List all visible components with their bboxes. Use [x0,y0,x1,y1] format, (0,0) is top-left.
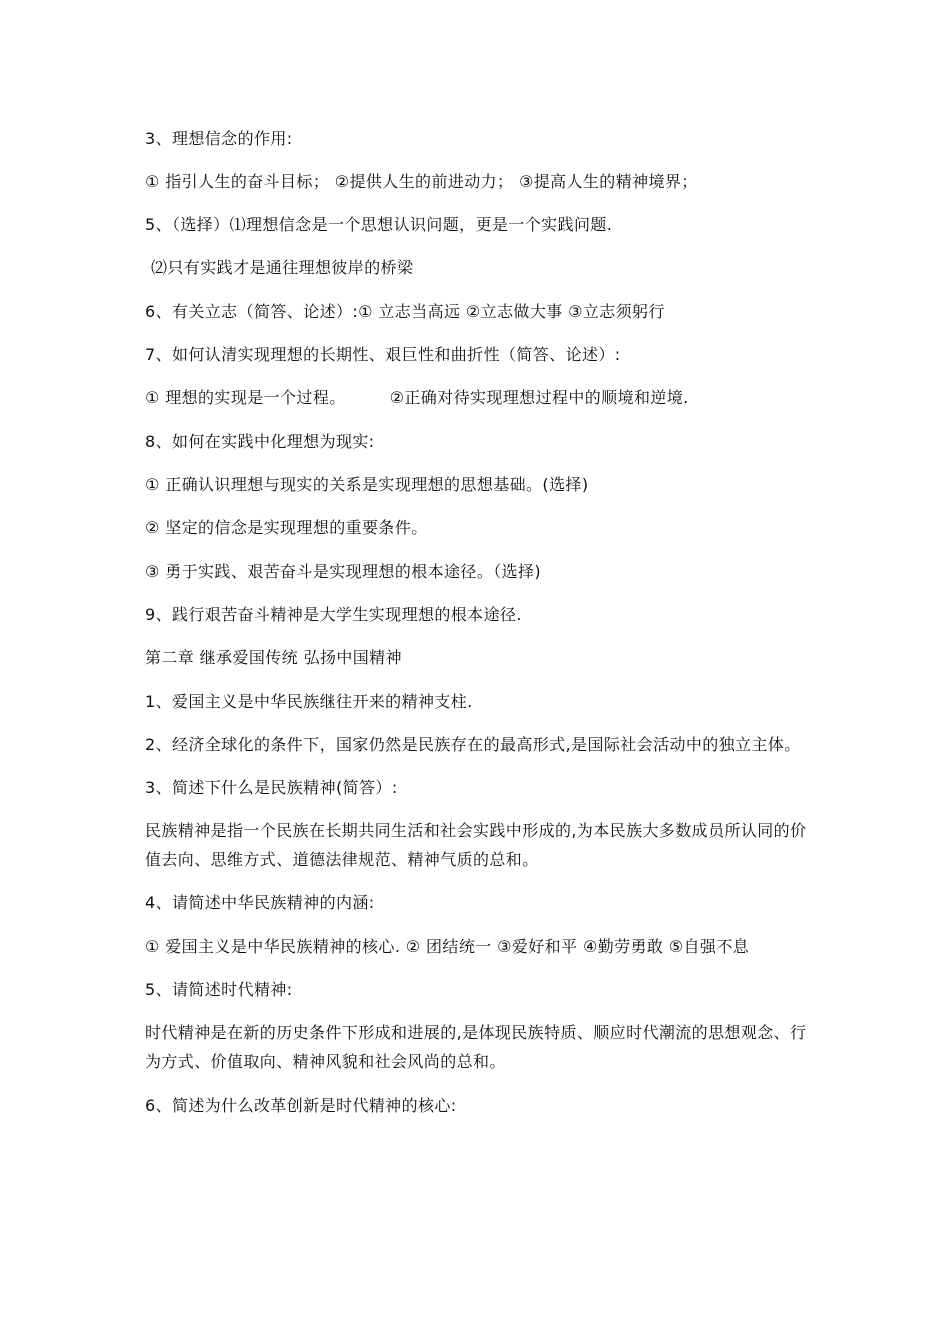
item-8-question: 8、如何在实践中化理想为现实: [145,432,375,451]
chapter-2-item-2: 2、经济全球化的条件下，国家仍然是民族存在的最高形式,是国际社会活动中的独立主体。 [145,735,801,754]
item-5-bridge: ⑵只有实践才是通往理想彼岸的桥梁 [151,258,414,277]
item-8-answer-3: ③ 勇于实践、艰苦奋斗是实现理想的根本途径。（选择) [145,562,542,581]
chapter-2-title: 第二章 继承爱国传统 弘扬中国精神 [145,648,402,667]
item-5-practice-problem: 5、（选择）⑴理想信念是一个思想认识问题，更是一个实践问题. [145,215,613,234]
chapter-2-item-4-question: 4、请简述中华民族精神的内涵: [145,893,375,912]
chapter-2-item-3-answer: 民族精神是指一个民族在长期共同生活和社会实践中形成的,为本民族大多数成员所认同的价值去向、思维方式、道德法律规范、精神气质的总和。 [145,821,807,869]
chapter-2-item-5-question: 5、请简述时代精神: [145,980,293,999]
chapter-2-item-3-question: 3、简述下什么是民族精神(简答）: [145,778,398,797]
item-7-question: 7、如何认清实现理想的长期性、艰巨性和曲折性（简答、论述）: [145,345,621,364]
item-7-answer-1: ① 理想的实现是一个过程。 [145,388,346,407]
chapter-2-item-4-answer: ① 爱国主义是中华民族精神的核心. ② 团结统一 ③爱好和平 ④勤劳勇敢 ⑤自强不息 [145,937,750,956]
item-9-statement: 9、践行艰苦奋斗精神是大学生实现理想的根本途径. [145,605,522,624]
chapter-2-item-1: 1、爱国主义是中华民族继往开来的精神支柱. [145,692,473,711]
document-page [145,124,810,1120]
item-7-answers [145,383,810,412]
chapter-2-item-6-question: 6、简述为什么改革创新是时代精神的核心: [145,1096,457,1115]
item-8-answer-1: ① 正确认识理想与现实的关系是实现理想的思想基础。(选择) [145,475,589,494]
heading-ideal-belief-role: 3、理想信念的作用: [145,129,293,148]
item-6-aspiration: 6、有关立志（简答、论述）:① 立志当高远 ②立志做大事 ③立志须躬行 [145,302,665,321]
chapter-2-item-5-answer: 时代精神是在新的历史条件下形成和进展的,是体现民族特质、顺应时代潮流的思想观念、行为方式、价值取向、精神风貌和社会风尚的总和。 [145,1023,807,1071]
item-7-answer-2: ②正确对待实现理想过程中的顺境和逆境. [389,388,689,407]
item-8-answer-2: ② 坚定的信念是实现理想的重要条件。 [145,518,428,537]
ideal-belief-role-items: ① 指引人生的奋斗目标； ②提供人生的前进动力； ③提高人生的精神境界； [145,172,698,191]
